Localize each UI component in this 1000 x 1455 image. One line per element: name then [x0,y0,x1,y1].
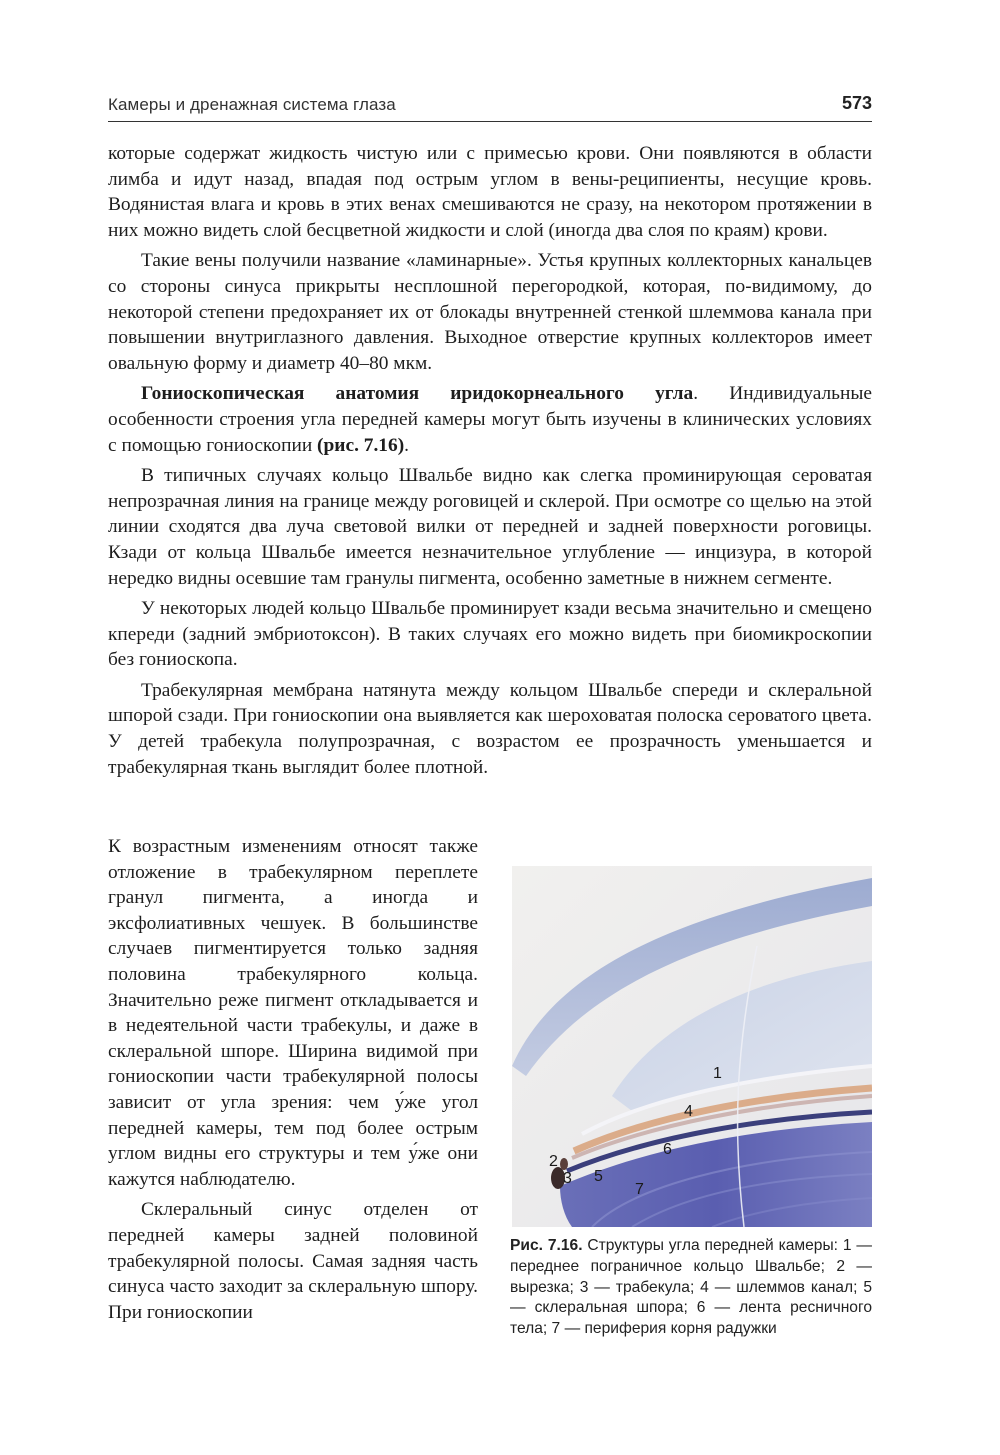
gonioscopy-figure [512,866,872,1227]
paragraph: Такие вены получили название «ламинарные». Устья крупных коллекторных канальцев со стороны синуса прикрыты несплошной перегородкой, которая, по-видимому, до некоторой степени предохраняет их от блокады внутренней стенкой шлеммова канала при повышении внутриглазного давления. Выходное отверстие крупных коллекторов имеет овальную форму и диаметр 40–80 мкм. [108,250,872,374]
figure-caption-label: Рис. 7.16. [510,1237,583,1254]
figure-caption [510,1236,872,1340]
figure-label-4: 4 [684,1103,693,1120]
paragraph: Склеральный синус отделен от передней камеры задней половиной трабекулярной полосы. Самая задняя часть синуса часто заходит за склеральную шпору. При гониоскопии [108,1199,478,1323]
paragraph: В типичных случаях кольцо Швальбе видно как слегка проминирующая сероватая непрозрачная линия на границе между роговицей и склерой. При осмотре со щелью на этой линии сходятся два луча световой вилки от передней и задней поверхности роговицы. Кзади от кольца Швальбе имеется незначительное углубление — инцизура, в которой нередко видны осевшие там гранулы пигмента, особенно заметные в нижнем сегменте. [108,465,872,589]
paragraph: которые содержат жидкость чистую или с примесью крови. Они появляются в области лимба и идут назад, впадая под острым углом в вены-реципиенты, несущие кровь. Водянистая влага и кровь в этих венах смешиваются не сразу, на некотором протяжении в них можно видеть слой бесцветной жидкости и слой (иногда два слоя по краям) крови. [108,143,872,241]
paragraph: К возрастным изменениям относят также отложение в трабекулярном переплете гранул пигмента, а иногда и эксфолиативных чешуек. В большинстве случаев пигментируется только задняя половина трабекулярного кольца. Значительно реже пигмент откладывается и в недеятельной части трабекулы, и даже в склеральной шпоре. Ширина видимой при гониоскопии части трабекулярной полосы зависит от угла зрения: чем у́же угол передней камеры, тем под более острым углом видны его структуры и тем у́же они кажутся наблюдателю. [108,836,478,1190]
section-heading: Гониоскопическая анатомия иридокорнеального угла [141,383,694,405]
main-text [108,141,872,785]
figure-label-1: 1 [713,1065,722,1082]
paragraph: У некоторых людей кольцо Швальбе проминирует кзади весьма значительно и смещено кпереди (задний эмбриотоксон). В таких случаях его можно видеть при биомикроскопии без гониоскопа. [108,598,872,671]
figure-label-6: 6 [663,1141,672,1158]
wrapped-text-column [108,834,478,1330]
paragraph: Трабекулярная мембрана натянута между кольцом Швальбе спереди и склеральной шпорой сзади. При гониоскопии она выявляется как шероховатая полоска сероватого цвета. У детей трабекула полупрозрачная, с возрастом ее прозрачность уменьшается и трабекулярная ткань выглядит более плотной. [108,679,872,778]
figure-reference[interactable]: (рис. 7.16) [317,434,405,456]
gonioscopy-image [512,866,872,1227]
running-header [108,93,872,122]
figure-label-5: 5 [594,1168,603,1185]
running-title: Камеры и дренажная система глаза [108,95,396,114]
page-number: 573 [841,93,872,113]
figure-label-3: 3 [563,1170,572,1187]
figure-label-2: 2 [549,1153,558,1170]
figure-label-7: 7 [635,1181,644,1198]
figure-caption-text: Структуры угла передней камеры: 1 — переднее пограничное кольцо Швальбе; 2 — вырезка; 3 — трабекула; 4 — шлеммов канал; 5 — склеральная шпора; 6 — лента ресничного тела; 7 — периферия корня радужки [510,1237,872,1338]
paragraph: Гониоскопическая анатомия иридокорнеального угла. Индивидуальные особенности строения угла передней камеры могут быть изучены в клинических условиях с помощью гониоскопии (рис. 7.16). [108,383,873,456]
